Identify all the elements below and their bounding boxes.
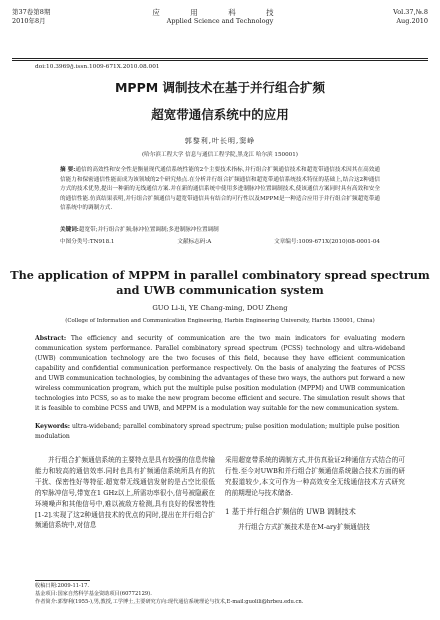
title-zh-line1: MPPM 调制技术在基于并行组合扩频 [114,80,326,95]
affiliation-en: (College of Information and Communication Engineering, Harbin Engineering University, Harbin 150001, China) [65,318,375,324]
journal-name-en: Applied Science and Technology [166,17,274,25]
footnote-bio: 作者简介:郭黎利(1955-),男,教授,工学博士,主要研究方向:现代通信系统理论与技术,E-mail:guolili@hrbeu.edu.cn. [35,598,304,605]
keywords-en-label: Keywords: [35,423,71,430]
publish-date-en: Aug.2010 [396,17,428,25]
title-en-line2: and UWB communication system [116,283,324,297]
abstract-en-text: The efficiency and security of communication are the two main indicators for evaluating modern communication system performance. Parallel combinatory spread spectrum (PCSS) technology and ultra-wideband (UWB) communication technology are the two focuses of this field, because they have efficient communication capability and confidential communication performance respectively. On the basis of analyzing the features of PCSS and UWB communication technologies, by combining the advantages of these two ways, the authors put forward a new wireless communication program, which put the multiple pulse position modulation (MPPM) and UWB communication technologies into PCSS, so as to make the new program become efficient and secure. The simulation result shows that it is feasible to combine PCSS and UWB, and MPPM is a modulation way suitable for the new communication system. [35,335,406,413]
publish-date: 2010年8月 [12,17,46,25]
running-header [12,8,428,50]
header-center [12,8,428,26]
doc-code: 文献标志码:A [177,239,212,245]
section-1-text: 并行组合方式扩频技术是在M-ary扩频通信技 [238,522,370,531]
article-number: 文章编号:1009-671X(2010)08-0001-04 [274,239,380,245]
journal-name-zh: 应 用 科 技 [152,8,288,17]
header-rule-thin [12,60,428,61]
title-en-line1: The application of MPPM in parallel combinatory spread spectrum [10,268,430,282]
section-1-title: 1 基于并行组合扩频信的 UWB 调制技术 [225,506,356,516]
authors-zh: 郭黎利,叶长明,窦峥 [184,137,256,145]
keywords-zh-text: 超宽带;并行组合扩频;脉冲位置调制;多进制脉冲位置调制 [78,227,219,233]
doi: doi:10.3969/j.issn.1009-671X.2010.08.001 [35,64,160,70]
abstract-zh-label: 摘 要: [60,167,76,173]
header-right [393,8,428,26]
clc-number: 中图分类号:TN918.1 [60,239,115,245]
footnote [35,583,415,606]
keywords-zh [60,226,380,235]
volume-issue: 第37卷第8期 [12,8,51,16]
abstract-en-label: Abstract: [35,335,67,342]
title-zh-line2: 超宽带通信系统中的应用 [151,107,289,122]
abstract-en [35,334,405,414]
affiliation-zh: (哈尔滨工程大学 信息与通信工程学院,黑龙江 哈尔滨 150001) [142,152,298,158]
keywords-en [35,422,405,442]
header-rule [12,58,428,59]
abstract-zh-text: 通信的高效性和安全性是衡量现代通信系统性能的2个主要技术指标,并行组合扩频通信技术和超宽带通信技术因其在高效通信能力和保密通信性能而成为该领域的2个研究热点.在分析并行组合扩频通信和超宽带通信系统技术特征的基础上,结合这2种通信方式的技术优势,提出一种新的无线通信方案.并在新的通信系统中使用多进制脉冲位置调制技术,使该通信方案同时具有高效和安全的通信性能.仿真结果表明,并行组合扩频通信与超宽带通信具有结合的可行性以及MPPM是一种适合应用于并行组合扩频超宽带通信系统中的调制方式. [60,167,380,212]
footnote-received: 收稿日期:2009-11-17. [35,583,90,589]
body-paragraph-intro: 并行组合扩频通信系统的主要特点是具有较强的信息传输能力和较高的通信效率.同时也具有扩频通信系统所具有的抗干扰、保密性好等特征.超宽带无线通信发射的是占空比很低的窄脉冲信号,带宽在1 GHz以上,所需功率很小,信号被隐蔽在环境噪声和其他信号中,难以被敌方检测,具有良好的保密特性[1-2].实现了这2种通信技术的优点的同时,提出在并行组合扩频通信系统中,对信息 [35,456,215,530]
footnote-rule [35,580,90,581]
footnote-fund: 基金项目:国家自然科学基金资助项目(60772129). [35,590,152,597]
keywords-en-text: ultra-wideband; parallel combinatory spread spectrum; pulse position modulation; multiple pulse position modulation [35,423,400,440]
abstract-zh [60,166,380,214]
body-paragraph-cont: 采用超宽带系统的调制方式,并仿真验证2种通信方式结合的可行性.至今对UWB和并行组合扩频通信系统融合技术方面的研究报道较少,本文可作为一种高效安全无线通信技术方式研究的前期理论与技术储备. [225,456,405,497]
volume-issue-en: Vol.37,№.8 [393,8,428,16]
body-column-left [35,455,215,531]
body-column-right [225,455,405,532]
authors-en: GUO Li-li, YE Chang-ming, DOU Zheng [152,304,288,312]
keywords-zh-label: 关键词: [60,227,79,233]
classification-zh [60,238,380,247]
